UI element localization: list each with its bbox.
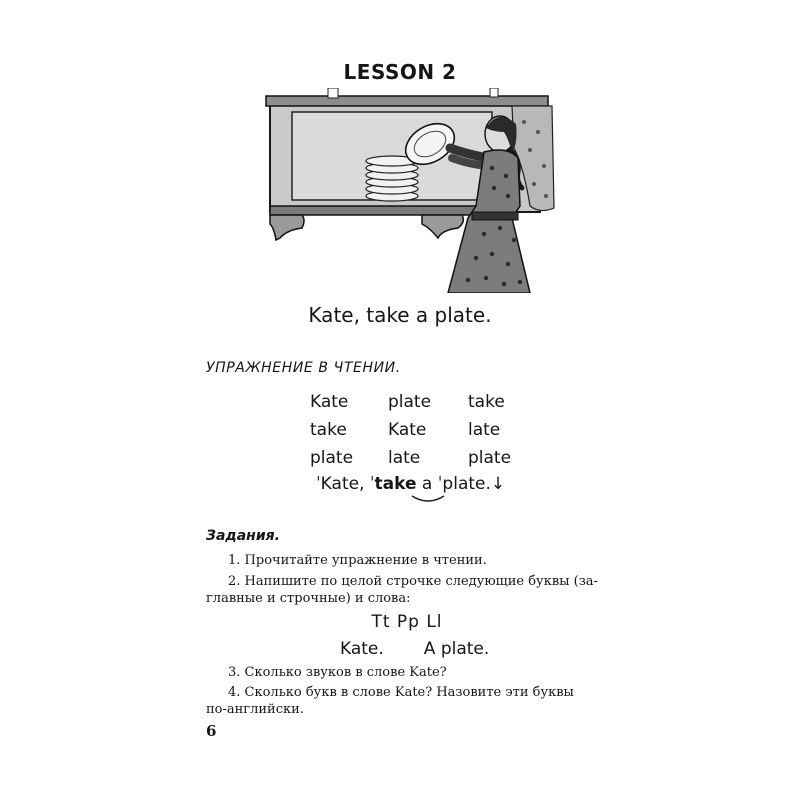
word-cell: Kate xyxy=(388,420,427,440)
liaison-arc-icon xyxy=(410,494,446,504)
intonation-stressed-word: take xyxy=(374,474,417,494)
falling-tone-arrow-icon: ↓ xyxy=(490,474,506,494)
word-cell: late xyxy=(468,420,501,440)
word-cell: take xyxy=(310,420,347,440)
word-cell: take xyxy=(468,392,505,412)
reading-words-table xyxy=(310,388,538,472)
girl-with-plate-illustration xyxy=(262,88,562,293)
task-2 xyxy=(206,573,606,607)
task-4 xyxy=(206,684,606,718)
word-row xyxy=(310,388,538,416)
word-cell: plate xyxy=(468,448,512,468)
example-word-1: Kate. xyxy=(340,639,384,659)
task-3 xyxy=(206,664,606,681)
intonation-part: ˈKate, ˈ xyxy=(316,474,375,494)
task-1-text: 1. Прочитайте упражнение в чтении. xyxy=(228,553,487,568)
word-cell: plate xyxy=(388,392,432,412)
example-word-2: A plate. xyxy=(423,639,490,659)
letters-to-write: Tt Pp Ll xyxy=(371,612,443,632)
lesson-title: LESSON 2 xyxy=(343,60,457,84)
task-4-line1: 4. Сколько букв в слове Kate? Назовите эти буквы xyxy=(228,685,574,700)
task-3-text: 3. Сколько звуков в слове Kate? xyxy=(228,665,447,680)
task-2-line2: главные и строчные) и слова: xyxy=(206,591,411,606)
word-cell: late xyxy=(388,448,421,468)
word-row xyxy=(310,444,538,472)
illustration-caption: Kate, take a plate. xyxy=(308,303,492,327)
word-cell: Kate xyxy=(310,392,349,412)
intonation-sentence xyxy=(316,474,505,494)
tasks-heading: Задания. xyxy=(206,528,280,544)
word-row xyxy=(310,416,538,444)
word-cell: plate xyxy=(310,448,354,468)
task-4-line2: по-английски. xyxy=(206,702,304,717)
intonation-part: a ˈplate. xyxy=(416,474,491,494)
page-number: 6 xyxy=(206,722,217,740)
task-2-line1: 2. Напишите по целой строчке следующие буквы (за- xyxy=(228,574,598,589)
reading-exercise-heading: УПРАЖНЕНИЕ В ЧТЕНИИ. xyxy=(206,360,401,376)
words-to-write xyxy=(340,639,489,659)
task-1 xyxy=(206,552,606,569)
